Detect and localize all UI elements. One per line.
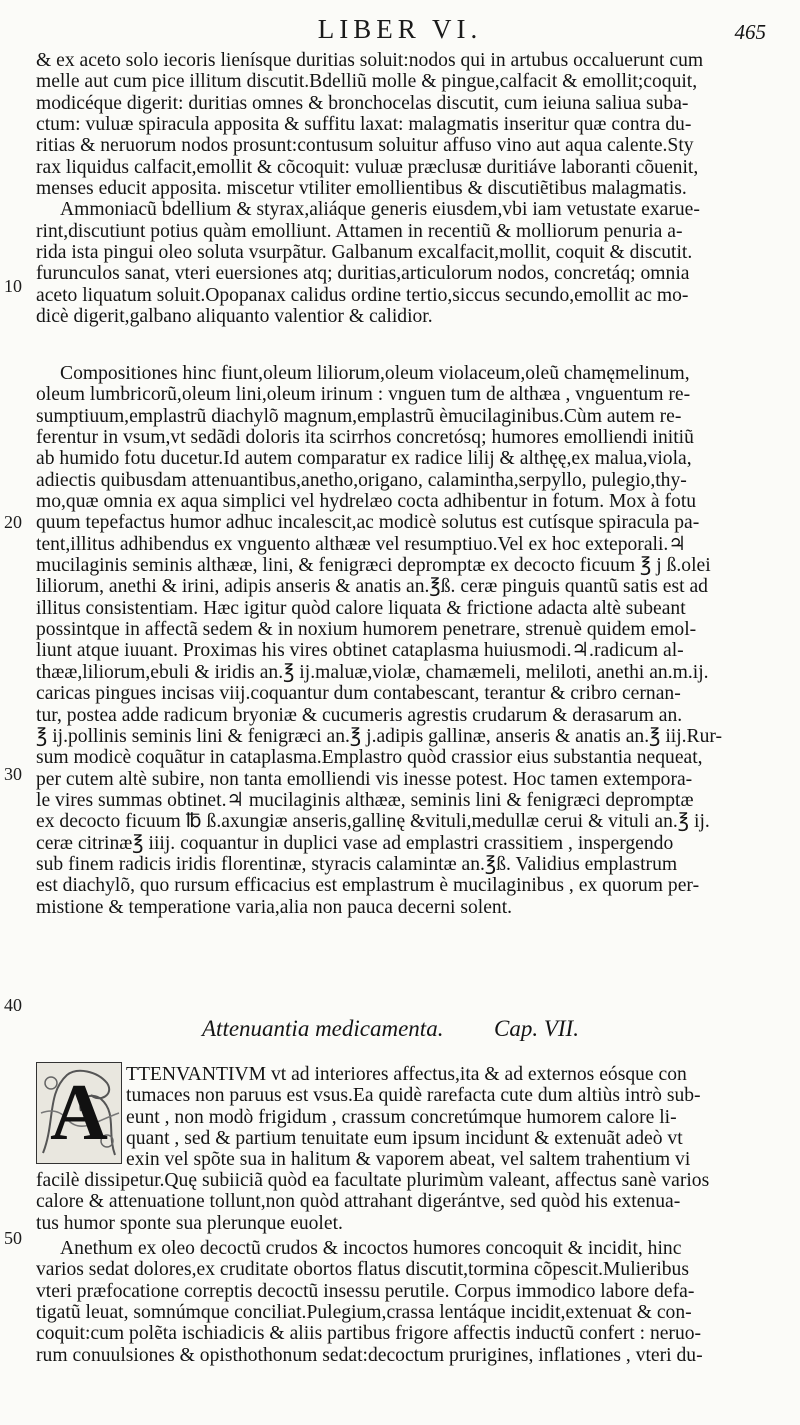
text-line: ceræ citrinæ℥ iiij. coquantur in duplici vase ad emplastri crassitiem , inspergendo xyxy=(36,832,674,854)
text-line: coquit:cum polẽta ischiadicis & aliis partibus frigore affectis inductũ confert : neruo- xyxy=(36,1323,702,1345)
text-line: tur, postea adde radicum bryoniæ & cucumeris agrestis crudarum & derasarum an. xyxy=(36,704,683,726)
paragraph-block-b xyxy=(36,363,770,918)
text-line: ℥ ij.pollinis seminis lini & fenigræci an.℥ j.adipis gallinæ, anseris & anatis an.℥ iij.Rur- xyxy=(36,725,723,747)
page-number: 465 xyxy=(734,20,766,44)
text-line: caricas pingues incisas viij.coquantur dum contabescant, terantur & cribro cernan- xyxy=(36,683,681,705)
text-line: illitus consistentiam. Hæc igitur quòd calore liquata & frictione adacta altè subeant xyxy=(36,597,686,619)
text-line: sum modicè coquãtur in cataplasma.Emplastro quòd crassior eius substantia nequeat, xyxy=(36,747,703,769)
line-number: 10 xyxy=(4,276,22,296)
text-line: ritias & neruorum nodos prosunt:contusum soluitur affuso vino aut aqua calente.Sty xyxy=(36,135,694,157)
text-line: Anethum ex oleo decoctũ crudos & incoctos humores concoquit & incidit, hinc xyxy=(60,1238,682,1259)
text-line: & ex aceto solo iecoris lienísque duritias soluit:nodos qui in artubus occaluerunt cum xyxy=(36,50,704,71)
initial-letter: A xyxy=(50,1069,108,1157)
text-line: aceto liquatum soluit.Opopanax calidus ordine tertio,siccus secundo,emollit ac mo- xyxy=(36,284,689,306)
text-line: Compositiones hinc fiunt,oleum liliorum,oleum violaceum,oleũ chamęmelinum, xyxy=(60,363,690,384)
line-number: 20 xyxy=(4,512,22,532)
text-line: modicéque digerit: duritias omnes & bronchocelas discutit, cum ieiuna saliua suba- xyxy=(36,92,689,114)
text-line: tent,illitus adhibendus ex vnguento althææ vel resumptiuo.Vel ex hoc exteporali.♃ xyxy=(36,533,686,555)
text-line: mo,quæ omnia ex aqua simplici vel hydrelæo cocta adhibentur in fotum. Mox à fotu xyxy=(36,491,697,513)
text-line: mucilaginis seminis althææ, lini, & fenigræci depromptæ ex decocto ficuum ℥ j ß.olei xyxy=(36,555,711,577)
text-line: eunt , non modò frigidum , crassum concretúmque humorem calore li- xyxy=(126,1106,677,1128)
text-line: ctum: vuluæ spiracula apposita & suffitu laxat: malagmatis inseritur quæ contra du- xyxy=(36,114,692,136)
paragraph-after-initial xyxy=(36,1170,770,1234)
text-line: TTENVANTIVM vt ad interiores affectus,ita & ad externos eósque con xyxy=(126,1064,687,1085)
text-line: calore & attenuatione tollunt,non quòd attrahant digerántve, sed quòd his extenua- xyxy=(36,1191,681,1213)
text-line: vteri præfocatione correptis decoctũ insessu perutile. Corpus immodico labore defa- xyxy=(36,1280,695,1302)
chapter-label: Cap. VII. xyxy=(494,1016,579,1041)
line-number: 40 xyxy=(4,995,22,1015)
text-line: tus humor sponte sua plerunque euolet. xyxy=(36,1212,343,1234)
text-line: menses educit apposita. miscetur vtiliter emollientibus & discutiẽtibus malagmatis. xyxy=(36,178,687,200)
paragraph-block-a xyxy=(36,50,770,327)
text-line: facilè dissipetur.Quę subiiciã quòd ea facultate plurimùm valeant, affectus sanè varios xyxy=(36,1170,710,1191)
text-line: quum tepefactus humor adhuc incalescit,ac modicè solutus est cutísque spiracula pa- xyxy=(36,512,700,534)
text-line: adiectis quibusdam attenuantibus,anetho,origano, calamintha,serpyllo, pulegio,thy- xyxy=(36,469,687,491)
text-line: ex decocto ficuum ℔ ß.axungiæ anseris,gallinę &vituli,medullæ cerui & vituli an.℥ ij. xyxy=(36,811,710,833)
text-line: varios sedat dolores,ex cruditate obortos flatus discutit,tormina cõpescit.Mulieribus xyxy=(36,1259,689,1281)
paragraph-beside-initial xyxy=(126,1064,770,1171)
text-line: rum conuulsiones & opisthothonum sedat:decoctum prurigines, inflationes , vteri du- xyxy=(36,1344,703,1366)
text-line: ab humido fotu ducetur.Id autem comparatur ex radice lilij & althęę,ex malua,viola, xyxy=(36,448,692,470)
line-number: 30 xyxy=(4,764,22,784)
text-line: sumptiuum,emplastrũ diachylõ magnum,emplastrũ èmucilaginibus.Cùm autem re- xyxy=(36,405,682,427)
text-line: oleum lumbricorũ,oleum lini,oleum irinum : vnguen tum de althæa , vnguentum re- xyxy=(36,384,691,406)
text-line: possintque in affectã sedem & in noxium humorem penetrare, strenuè quidem emol- xyxy=(36,619,697,641)
text-line: Ammoniacũ bdellium & styrax,aliáque generis eiusdem,vbi iam vetustate exarue- xyxy=(60,199,700,221)
text-line: ferentur in vsum,vt sedãdi doloris ita scirrhos concretósq; humores emolliendi initiũ xyxy=(36,427,694,449)
text-line: est diachylõ, quo rursum efficacius est emplastrum è mucilaginibus , ex quorum per- xyxy=(36,875,700,897)
text-line: liunt atque iuuant. Proximas his vires obtinet cataplasma huiusmodi.♃.radicum al- xyxy=(36,640,684,662)
text-line: melle aut cum pice illitum discutit.Bdelliũ molle & pingue,calfacit & emollit;coquit, xyxy=(36,71,698,93)
text-line: furunculos sanat, vteri euersiones atq; duritias,articulorum nodos, concretáq; omnia xyxy=(36,263,690,285)
paragraph-block-c xyxy=(36,1238,770,1366)
text-line: rint,discutiunt potius quàm emolliunt. Attamen in recentiũ & molliorum penuria a- xyxy=(36,220,683,242)
text-line: liliorum, anethi & irini, adipis anseris & anatis an.℥ß. ceræ pinguis quantũ satis est ad xyxy=(36,576,708,598)
text-line: rax liquidus calfacit,emollit & cõcoquit: vuluæ præclusæ duritiáve laboranti cõuenit, xyxy=(36,156,699,178)
text-line: per cutem altè subire, non tanta emolliendi vis inesse potest. Hoc tamen extempora- xyxy=(36,768,693,790)
text-line: tigatũ leuat, somnúmque conciliat.Pulegium,crassa lentáque incidit,extenuat & con- xyxy=(36,1302,692,1324)
text-line: mistione & temperatione varia,alia non pauca decerni solent. xyxy=(36,896,513,918)
text-line: quant , sed & partium tenuitate eum ipsum incidunt & extenuãt adeò vt xyxy=(126,1128,683,1150)
text-line: tumaces non paruus est vsus.Ea quidè rarefacta cute dum altiùs intrò sub- xyxy=(126,1085,701,1107)
text-line: sub finem radicis iridis florentinæ, styracis calamintæ an.℥ß. Validius emplastrum xyxy=(36,853,678,875)
text-line: le vires summas obtinet.♃ mucilaginis althææ, seminis lini & fenigræci depromptæ xyxy=(36,789,694,811)
section-title: Attenuantia medicamenta. xyxy=(202,1016,444,1041)
text-line: exin vel spõte sua in halitum & vaporem abeat, vel saltem trahentium vi xyxy=(126,1149,691,1171)
text-line: dicè digerit,galbano aliquanto valentior & calidior. xyxy=(36,306,433,328)
text-line: rida ista pingui oleo soluta vsurpãtur. Galbanum excalfacit,mollit, coquit & discutit. xyxy=(36,242,693,264)
line-number: 50 xyxy=(4,1228,22,1248)
text-line: thææ,liliorum,ebuli & iridis an.℥ ij.maluæ,violæ, chamæmeli, meliloti, anethi an.m.ij. xyxy=(36,661,709,683)
decorated-initial xyxy=(36,1062,122,1164)
running-title: LIBER VI. xyxy=(317,14,483,44)
